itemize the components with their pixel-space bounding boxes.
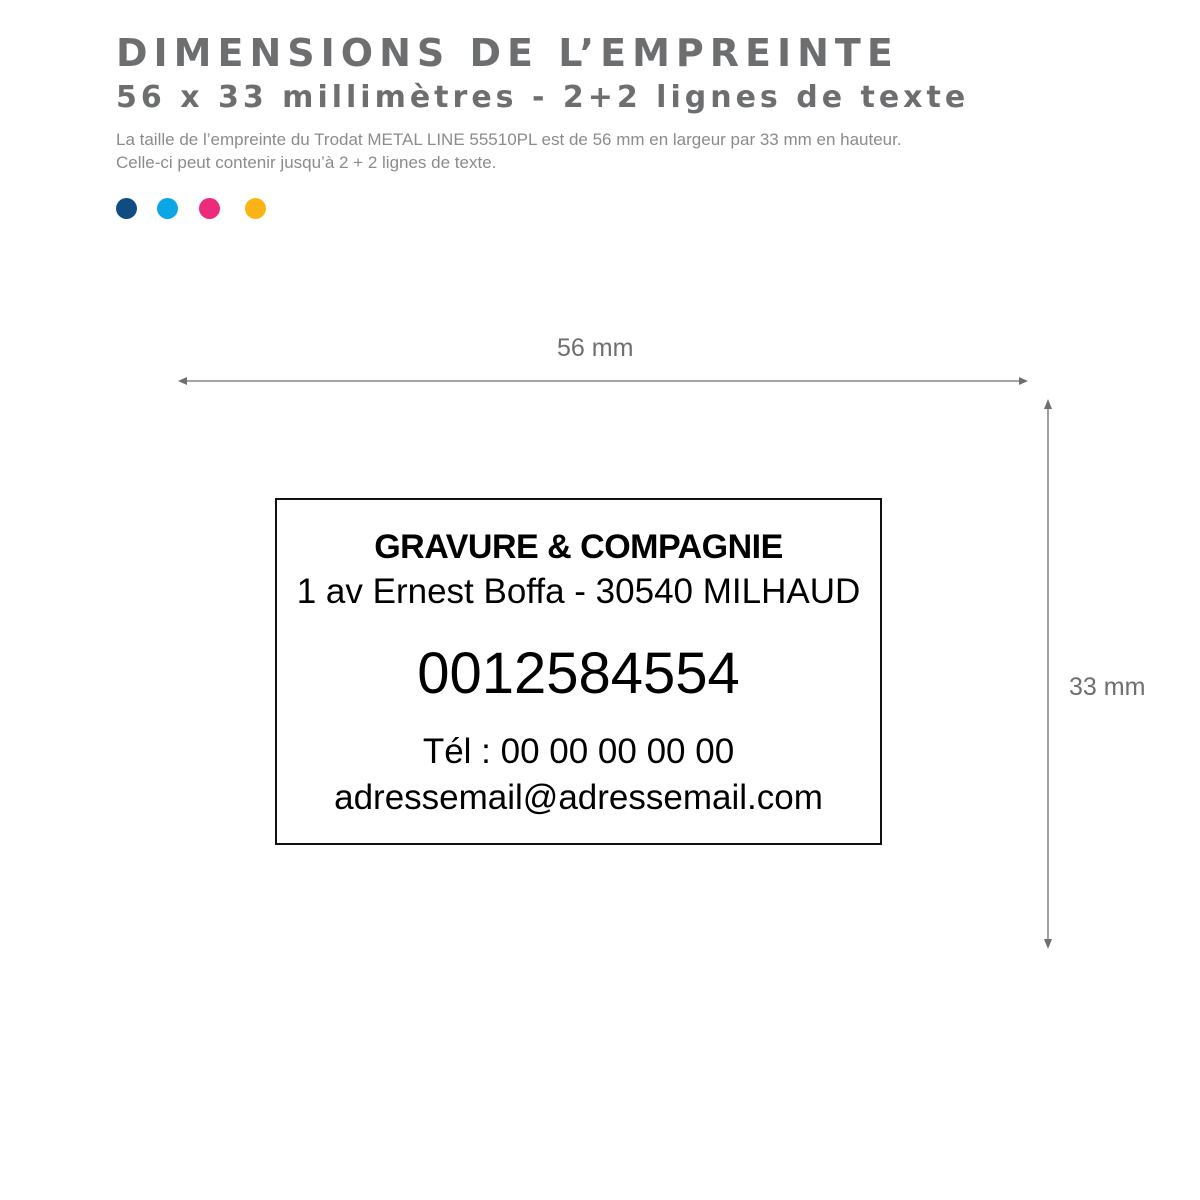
stamp-imprint-preview [275,498,882,845]
description-line-1: La taille de l’empreinte du Trodat METAL LINE 55510PL est de 56 mm en largeur par 33 mm en hauteur. [116,130,902,149]
stamp-company-name: GRAVURE & COMPAGNIE [374,528,783,566]
stamp-phone: Tél : 00 00 00 00 00 [422,732,735,771]
height-arrow [1044,399,1052,949]
page-title: DIMENSIONS DE L’EMPREINTE [116,31,899,75]
stamp-number: 0012584554 [417,641,740,706]
height-label: 33 mm [1069,673,1146,701]
page-subtitle: 56 x 33 millimètres - 2+2 lignes de texte [116,80,970,115]
width-arrow [178,377,1028,385]
description-line-2: Celle-ci peut contenir jusqu’à 2 + 2 lignes de texte. [116,153,497,172]
stamp-email: adressemail@adressemail.com [334,778,823,817]
width-label: 56 mm [557,334,634,362]
stamp-address: 1 av Ernest Boffa - 30540 MILHAUD [296,572,861,611]
